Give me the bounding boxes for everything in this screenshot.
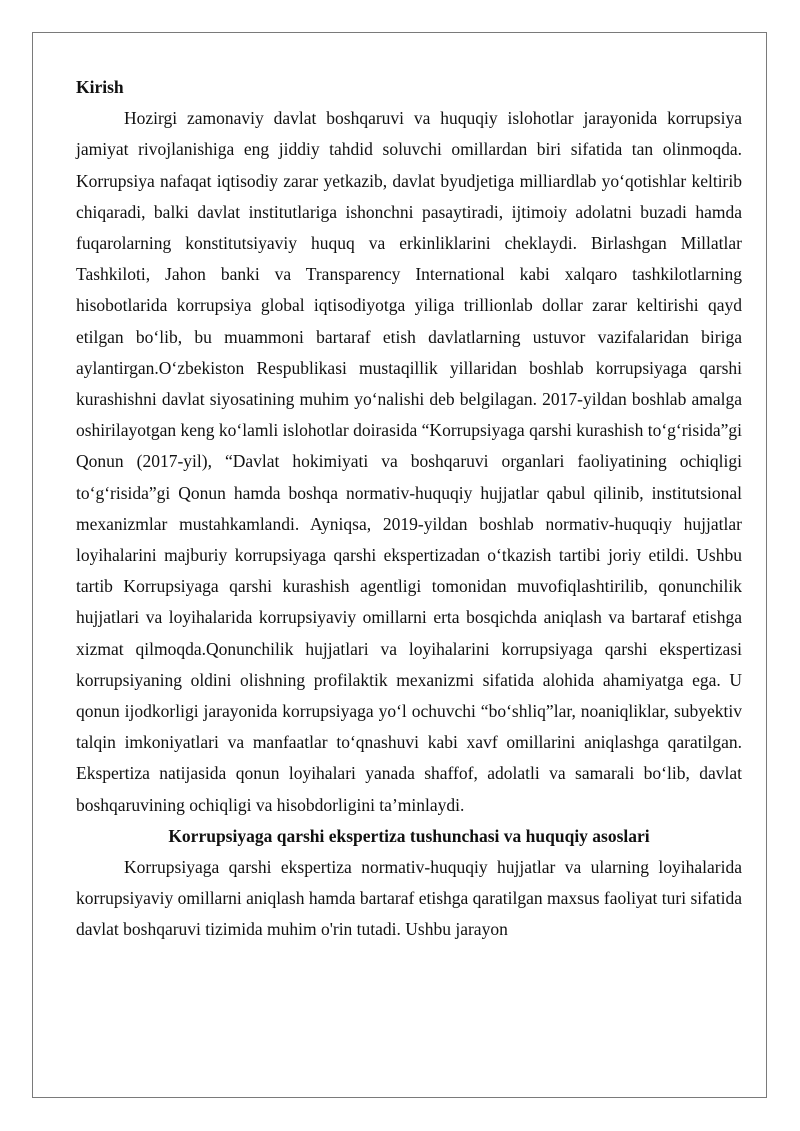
section-heading: Korrupsiyaga qarshi ekspertiza tushunchasi va huquqiy asoslari: [168, 825, 650, 846]
paragraph-intro: Hozirgi zamonaviy davlat boshqaruvi va huquqiy islohotlar jarayonida korrupsiya jamiyat rivojlanishiga eng jiddiy tahdid soluvchi omillardan biri sifatida tan olinmoqda. Korrupsiya nafaqat iqtisodiy zarar yetkazib, davlat byudjetiga milliardlab yo‘qotishlar keltirib chiqaradi, balki davlat institutlariga ishonchni pasaytiradi, ijtimoiy adolatni buzadi hamda fuqarolarning konstitutsiyaviy huquq va erkinliklarini cheklaydi. Birlashgan Millatlar Tashkiloti, Jahon banki va Transparency International kabi xalqaro tashkilotlarning hisobotlarida korrupsiya global iqtisodiyotga yiliga trillionlab dollar zarar keltirishi qayd etilgan bo‘lib, bu muammoni bartaraf etish davlatlarning ustuvor vazifalaridan biriga aylantirgan.O‘zbekiston Respublikasi mustaqillik yillaridan boshlab korrupsiyaga qarshi kurashishni davlat siyosatining muhim yo‘nalishi deb belgilagan. 2017-yildan boshlab amalga oshirilayotgan keng ko‘lamli islohotlar doirasida “Korrupsiyaga qarshi kurashish to‘g‘risida”gi Qonun (2017-yil), “Davlat hokimiyati va boshqaruvi organlari faoliyatining ochiqligi to‘g‘risida”gi Qonun hamda boshqa normativ-huquqiy hujjatlar qabul qilinib, institutsional mexanizmlar mustahkamlandi. Ayniqsa, 2019-yildan boshlab normativ-huquqiy hujjatlar loyihalarini majburiy korrupsiyaga qarshi ekspertizadan o‘tkazish tartibi joriy etildi. Ushbu tartib Korrupsiyaga qarshi kurashish agentligi tomonidan muvofiqlashtirilib, qonunchilik hujjatlari va loyihalarida korrupsiyaviy omillarni erta bosqichda aniqlash va bartaraf etishga xizmat qilmoqda.Qonunchilik hujjatlari va loyihalarini korrupsiyaga qarshi ekspertizasi korrupsiyaning oldini olishning profilaktik mexanizmi sifatida alohida ahamiyatga ega. U qonun ijodkorligi jarayonida korrupsiyaga yo‘l ochuvchi “bo‘shliq”lar, noaniqliklar, subyektiv talqin imkoniyatlari va manfaatlar to‘qnashuvi kabi xavf omillarini aniqlashga qaratilgan. Ekspertiza natijasida qonun loyihalari yanada shaffof, adolatli va samarali bo‘lib, davlat boshqaruvining ochiqligi va hisobdorligini ta’minlaydi.: [76, 108, 742, 815]
document-body: [76, 72, 742, 946]
heading-kirish: Kirish: [76, 77, 124, 97]
paragraph-definition: Korrupsiyaga qarshi ekspertiza normativ-huquqiy hujjatlar va ularning loyihalarida korrupsiyaviy omillarni aniqlash hamda bartaraf etishga qaratilgan maxsus faoliyat turi sifatida davlat boshqaruvi tizimida muhim o'rin tutadi. Ushbu jarayon: [76, 857, 742, 940]
